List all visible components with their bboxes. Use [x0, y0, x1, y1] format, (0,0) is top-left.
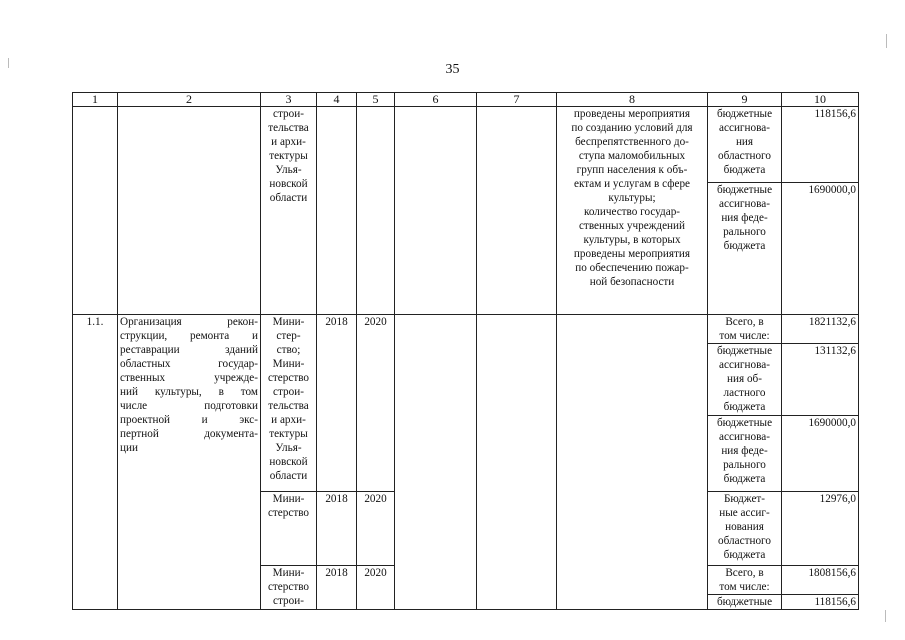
end-year-cell: [357, 107, 395, 315]
table-row: [73, 107, 859, 183]
header-cell: 3: [261, 93, 317, 107]
start-year-cell: 2018: [317, 566, 357, 610]
header-cell: 6: [395, 93, 477, 107]
program-table: [72, 92, 859, 610]
start-year-cell: 2018: [317, 315, 357, 492]
col7-cell: [477, 107, 557, 315]
executor-cell: Мини- стерство: [261, 492, 317, 566]
executor-cell: строи- тельства и архи- тектуры Улья- новской области: [261, 107, 317, 315]
amount-cell: 1690000,0: [782, 183, 859, 315]
header-cell: 7: [477, 93, 557, 107]
amount-cell: 118156,6: [782, 595, 859, 610]
scan-mark: [885, 610, 886, 622]
scan-mark: [886, 34, 887, 48]
funding-source-cell: бюджетные ассигнова- ния феде- рального бюджета: [708, 416, 782, 492]
end-year-cell: 2020: [357, 315, 395, 492]
indicator-cell: [557, 315, 708, 610]
executor-cell: Мини- стерство строи-: [261, 566, 317, 610]
indicator-cell: проведены мероприятия по созданию условий для беспрепятственного до- ступа маломобильных групп населения к объ- ектам и услугам в сфере культуры; количество государ- ственных учреждений культуры, в которых проведены мероприятия по обеспечению пожар- ной безопасности: [557, 107, 708, 315]
header-cell: 1: [73, 93, 118, 107]
header-row: [73, 93, 859, 107]
executor-cell: Мини- стер- ство; Мини- стерство строи- тельства и архи- тектуры Улья- новской области: [261, 315, 317, 492]
col7-cell: [477, 315, 557, 610]
scan-mark: [8, 58, 9, 68]
funding-source-cell: Всего, в том числе:: [708, 566, 782, 595]
amount-cell: 131132,6: [782, 344, 859, 416]
header-cell: 4: [317, 93, 357, 107]
header-cell: 10: [782, 93, 859, 107]
funding-source-cell: бюджетные: [708, 595, 782, 610]
amount-cell: 12976,0: [782, 492, 859, 566]
item-name-cell: Организация рекон- струкции, ремонта и реставрации зданий областных государ- ственных учрежде- ний культуры, в том числе подготовки проектной и экс- пертной документа- ции: [118, 315, 261, 610]
header-cell: 8: [557, 93, 708, 107]
funding-source-cell: бюджетные ассигнова- ния феде- рального бюджета: [708, 183, 782, 315]
funding-source-cell: бюджетные ассигнова- ния об- ластного бюджета: [708, 344, 782, 416]
item-number-cell: 1.1.: [73, 315, 118, 610]
page-number: 35: [445, 62, 460, 77]
end-year-cell: 2020: [357, 492, 395, 566]
col6-cell: [395, 315, 477, 610]
name-cell: [118, 107, 261, 315]
funding-source-cell: бюджетные ассигнова- ния областного бюджета: [708, 107, 782, 183]
col6-cell: [395, 107, 477, 315]
table-row: [73, 315, 859, 344]
funding-source-cell: Всего, в том числе:: [708, 315, 782, 344]
amount-cell: 118156,6: [782, 107, 859, 183]
num-cell: [73, 107, 118, 315]
header-cell: 2: [118, 93, 261, 107]
start-year-cell: [317, 107, 357, 315]
start-year-cell: 2018: [317, 492, 357, 566]
amount-cell: 1808156,6: [782, 566, 859, 595]
funding-source-cell: Бюджет- ные ассиг- нования областного бюджета: [708, 492, 782, 566]
amount-cell: 1821132,6: [782, 315, 859, 344]
end-year-cell: 2020: [357, 566, 395, 610]
amount-cell: 1690000,0: [782, 416, 859, 492]
header-cell: 9: [708, 93, 782, 107]
header-cell: 5: [357, 93, 395, 107]
